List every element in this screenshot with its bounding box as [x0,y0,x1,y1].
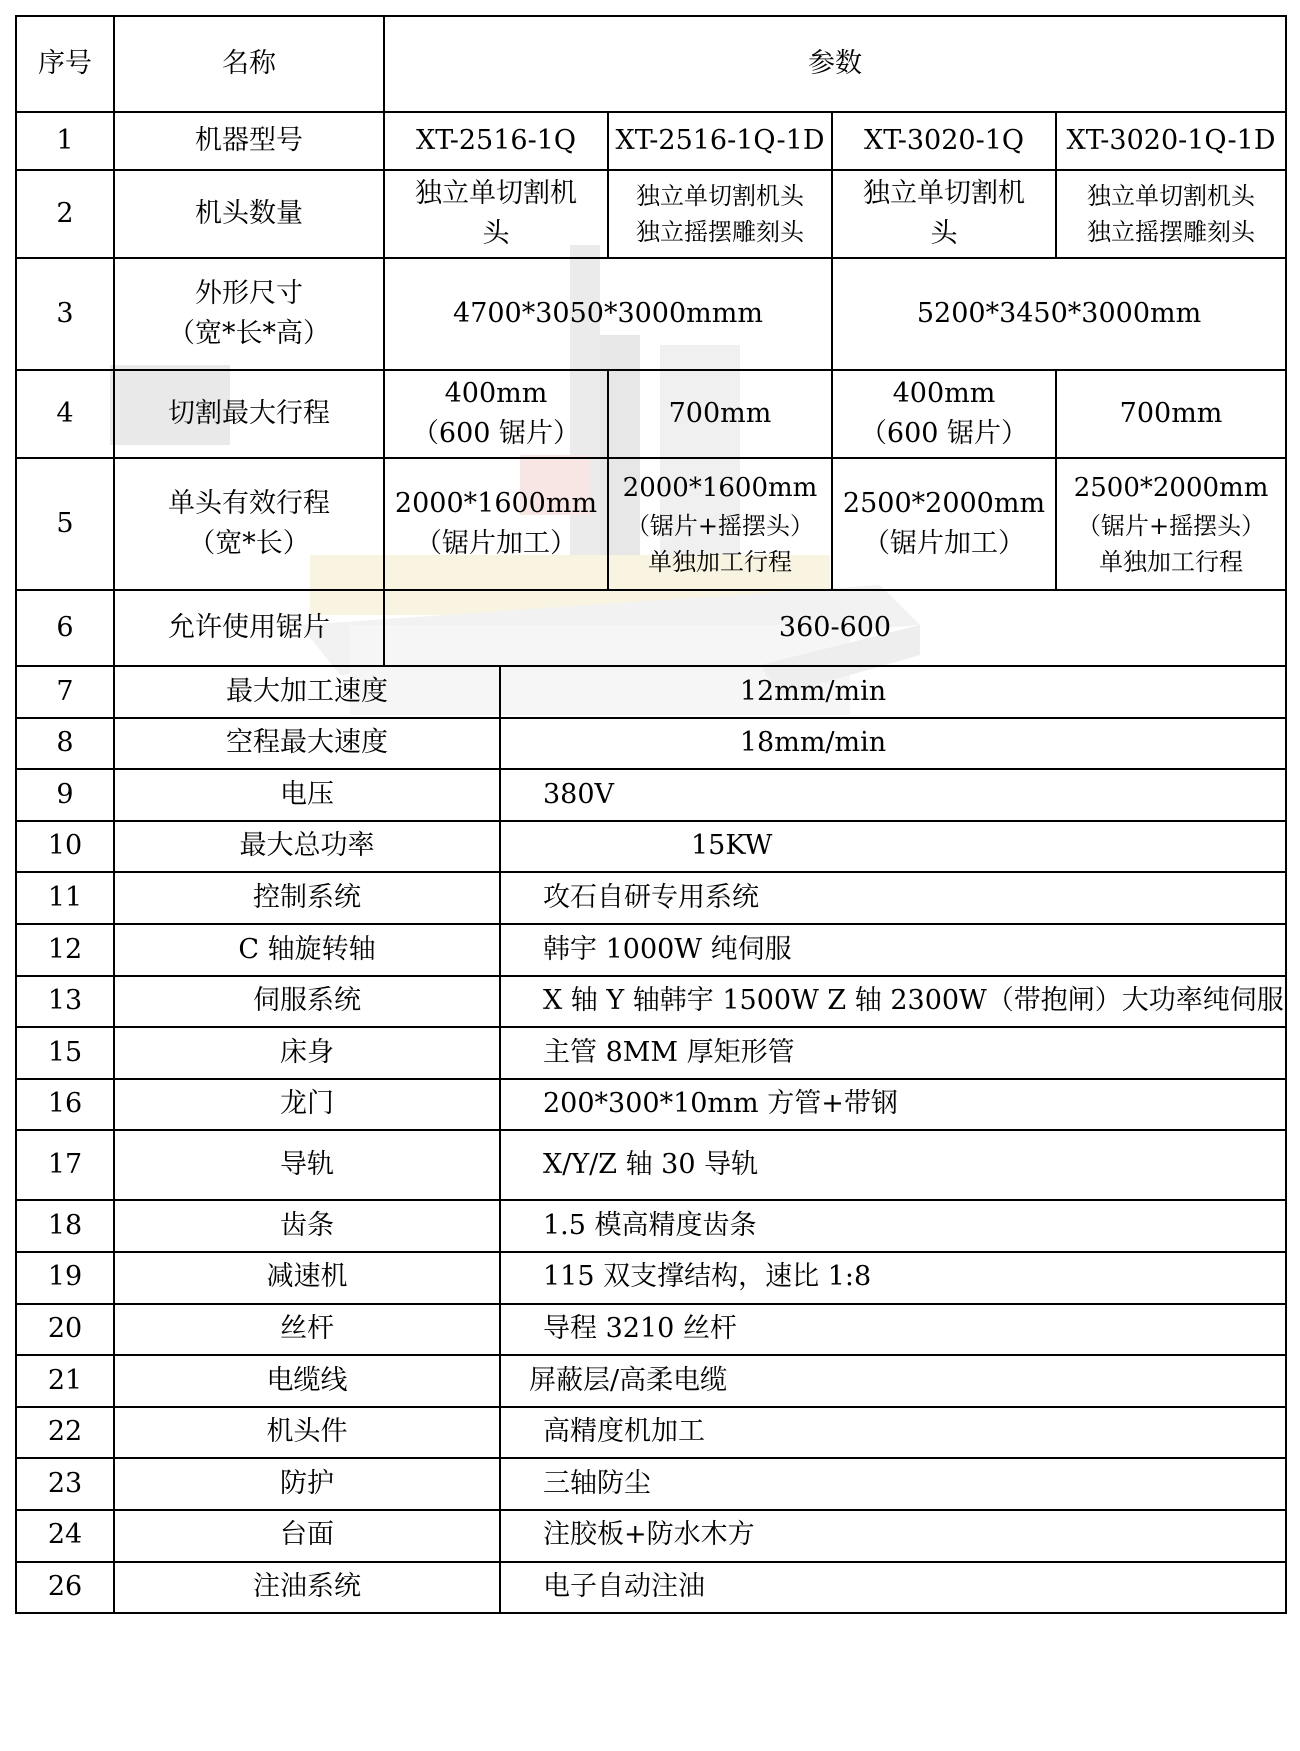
cell-line: 独立摇摆雕刻头 [1087,218,1256,246]
row-value: 12mm/min [500,666,1286,718]
row-name: 控制系统 [114,872,500,924]
row-name: 丝杆 [114,1304,500,1356]
header-name: 名称 [114,16,384,112]
table-row [16,872,1286,924]
row-no: 13 [16,976,114,1028]
row-name: 台面 [114,1510,500,1562]
table-row [16,718,1286,770]
cell-line: 400mm [444,377,548,409]
table-row [16,666,1286,718]
row-no: 19 [16,1252,114,1304]
stroke-cell: 700mm [608,370,832,458]
cell-line: 外形尺寸 [195,277,303,309]
row-name: 机器型号 [114,112,384,170]
row-no: 10 [16,821,114,873]
cell-line: 独立摇摆雕刻头 [636,218,804,246]
table-row [16,1200,1286,1252]
row-no: 17 [16,1130,114,1200]
head-count-cell [832,170,1056,258]
spec-table [15,15,1287,1614]
cell-line: 单独加工行程 [648,547,792,576]
cell-line: 2500*2000mm [842,487,1046,519]
row-no: 21 [16,1355,114,1407]
row-value: 导程 3210 丝杆 [500,1304,1286,1356]
row-name: 导轨 [114,1130,500,1200]
table-row [16,1562,1286,1614]
row-value: 韩宇 1000W 纯伺服 [500,924,1286,976]
row-no: 22 [16,1407,114,1459]
row-no: 5 [16,458,114,590]
row-no: 8 [16,718,114,770]
row-name: 机头数量 [114,170,384,258]
row-name: 电压 [114,769,500,821]
header-params: 参数 [384,16,1286,112]
cell-line: （600 锯片） [411,418,581,449]
table-row [16,590,1286,666]
effective-stroke-cell [832,458,1056,590]
row-value: 1.5 模高精度齿条 [500,1200,1286,1252]
row-value: 200*300*10mm 方管+带钢 [500,1079,1286,1131]
model-cell: XT-2516-1Q-1D [608,112,832,170]
row-name: 允许使用锯片 [114,590,384,666]
table-row [16,1458,1286,1510]
table-row [16,924,1286,976]
head-count-cell [384,170,608,258]
row-name: 床身 [114,1027,500,1079]
header-no: 序号 [16,16,114,112]
effective-stroke-cell [1056,458,1286,590]
table-row [16,1355,1286,1407]
row-value: 380V [500,769,1286,821]
cell-line: 独立单切割机头 [1087,182,1256,210]
row-no: 26 [16,1562,114,1614]
cell-line: 独立单切割机头 [636,182,804,210]
row-no: 23 [16,1458,114,1510]
row-name [114,258,384,370]
cell-line: 头 [482,218,510,249]
table-row [16,769,1286,821]
effective-stroke-cell [384,458,608,590]
row-value: 15KW [500,821,1286,873]
row-name: 齿条 [114,1200,500,1252]
row-no: 7 [16,666,114,718]
row-no: 12 [16,924,114,976]
row-name: 龙门 [114,1079,500,1131]
row-no: 9 [16,769,114,821]
cell-line: 2500*2000mm [1073,472,1269,503]
dimension-cell: 4700*3050*3000mmm [384,258,832,370]
table-row [16,1079,1286,1131]
model-cell: XT-3020-1Q [832,112,1056,170]
cell-line: （600 锯片） [859,418,1029,449]
row-name [114,458,384,590]
row-name: 电缆线 [114,1355,500,1407]
cell-line: 头 [930,218,958,249]
table-row [16,1407,1286,1459]
row-no: 2 [16,170,114,258]
cell-line: （锯片+摇摆头） [625,511,815,540]
table-row [16,458,1286,590]
row-no: 4 [16,370,114,458]
model-cell: XT-3020-1Q-1D [1056,112,1286,170]
cell-line: （宽*长*高） [168,318,330,349]
row-name: 切割最大行程 [114,370,384,458]
row-no: 18 [16,1200,114,1252]
row-name: 防护 [114,1458,500,1510]
row-no: 24 [16,1510,114,1562]
cell-line: 独立单切割机 [863,177,1025,209]
cell-line: （锯片+摇摆头） [1076,511,1266,540]
row-no: 6 [16,590,114,666]
simple-rows [16,666,1286,1613]
row-value: 注胶板+防水木方 [500,1510,1286,1562]
row-value: X 轴 Y 轴韩宇 1500W Z 轴 2300W（带抱闸）大功率纯伺服 [500,976,1286,1028]
cell-line: 独立单切割机 [415,177,577,209]
row-name: 机头件 [114,1407,500,1459]
table-row [16,1027,1286,1079]
table-row [16,112,1286,170]
table-row [16,170,1286,258]
row-name: C 轴旋转轴 [114,924,500,976]
row-value: 高精度机加工 [500,1407,1286,1459]
row-value: 屏蔽层/高柔电缆 [500,1355,1286,1407]
row-value: 18mm/min [500,718,1286,770]
cell-line: （锯片加工） [415,528,577,559]
row-value: 115 双支撑结构，速比 1:8 [500,1252,1286,1304]
cell-line: 单头有效行程 [168,487,330,519]
row-name: 注油系统 [114,1562,500,1614]
head-count-cell [608,170,832,258]
table-row [16,1304,1286,1356]
row-name: 最大总功率 [114,821,500,873]
model-cell: XT-2516-1Q [384,112,608,170]
cell-line: 400mm [892,377,996,409]
cell-line: （锯片加工） [863,528,1025,559]
row-no: 11 [16,872,114,924]
row-name: 减速机 [114,1252,500,1304]
stroke-cell [832,370,1056,458]
row-value: 主管 8MM 厚矩形管 [500,1027,1286,1079]
dimension-cell: 5200*3450*3000mm [832,258,1286,370]
table-row [16,821,1286,873]
stroke-cell [384,370,608,458]
header-row [16,16,1286,112]
table-row [16,370,1286,458]
row-value: X/Y/Z 轴 30 导轨 [500,1130,1286,1200]
row-name: 最大加工速度 [114,666,500,718]
row-value: 攻石自研专用系统 [500,872,1286,924]
row-no: 1 [16,112,114,170]
cell-line: 2000*1600mm [622,472,818,503]
row-name: 空程最大速度 [114,718,500,770]
row-no: 3 [16,258,114,370]
table-row [16,1510,1286,1562]
row-value: 电子自动注油 [500,1562,1286,1614]
cell-line: 2000*1600mm [394,487,598,519]
row-name: 伺服系统 [114,976,500,1028]
row-value: 三轴防尘 [500,1458,1286,1510]
table-row [16,1130,1286,1200]
stroke-cell: 700mm [1056,370,1286,458]
row-no: 15 [16,1027,114,1079]
cell-line: 单独加工行程 [1099,547,1244,576]
table-row [16,1252,1286,1304]
cell-line: （宽*长） [188,528,310,559]
table-row [16,258,1286,370]
effective-stroke-cell [608,458,832,590]
blade-range-cell: 360-600 [384,590,1286,666]
head-count-cell [1056,170,1286,258]
row-no: 20 [16,1304,114,1356]
table-row [16,976,1286,1028]
row-no: 16 [16,1079,114,1131]
